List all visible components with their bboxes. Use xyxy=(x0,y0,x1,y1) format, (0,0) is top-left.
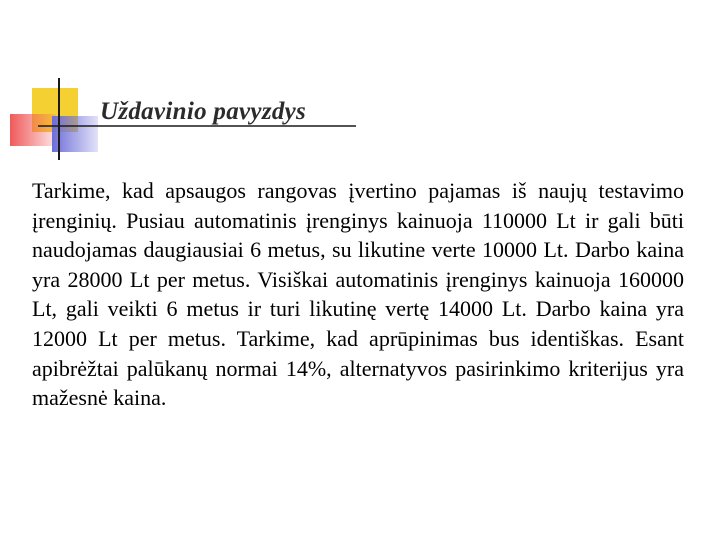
yellow-square xyxy=(32,88,78,132)
slide-body-text: Tarkime, kad apsaugos rangovas įvertino pajamas iš naujų testavimo įrenginių. Pusiau automatinis įrenginys kainuoja 110000 Lt ir gali būti naudojamas daugiausiai 6 metus, su likutine verte 10000 Lt. Darbo kaina yra 28000 Lt per metus. Visiškai automatinis įrenginys kainuoja 160000 Lt, gali veikti 6 metus ir turi likutinę vertę 14000 Lt. Darbo kaina yra 12000 Lt per metus. Tarkime, kad aprūpinimas bus identiškas. Esant apibrėžtai palūkanų normai 14%, alternatyvos pasirinkimo kriterijus yra mažesnė kaina. xyxy=(32,178,684,411)
blue-square xyxy=(52,116,98,152)
slide-title: Uždavinio pavyzdys xyxy=(100,98,307,125)
red-bar xyxy=(10,114,56,146)
